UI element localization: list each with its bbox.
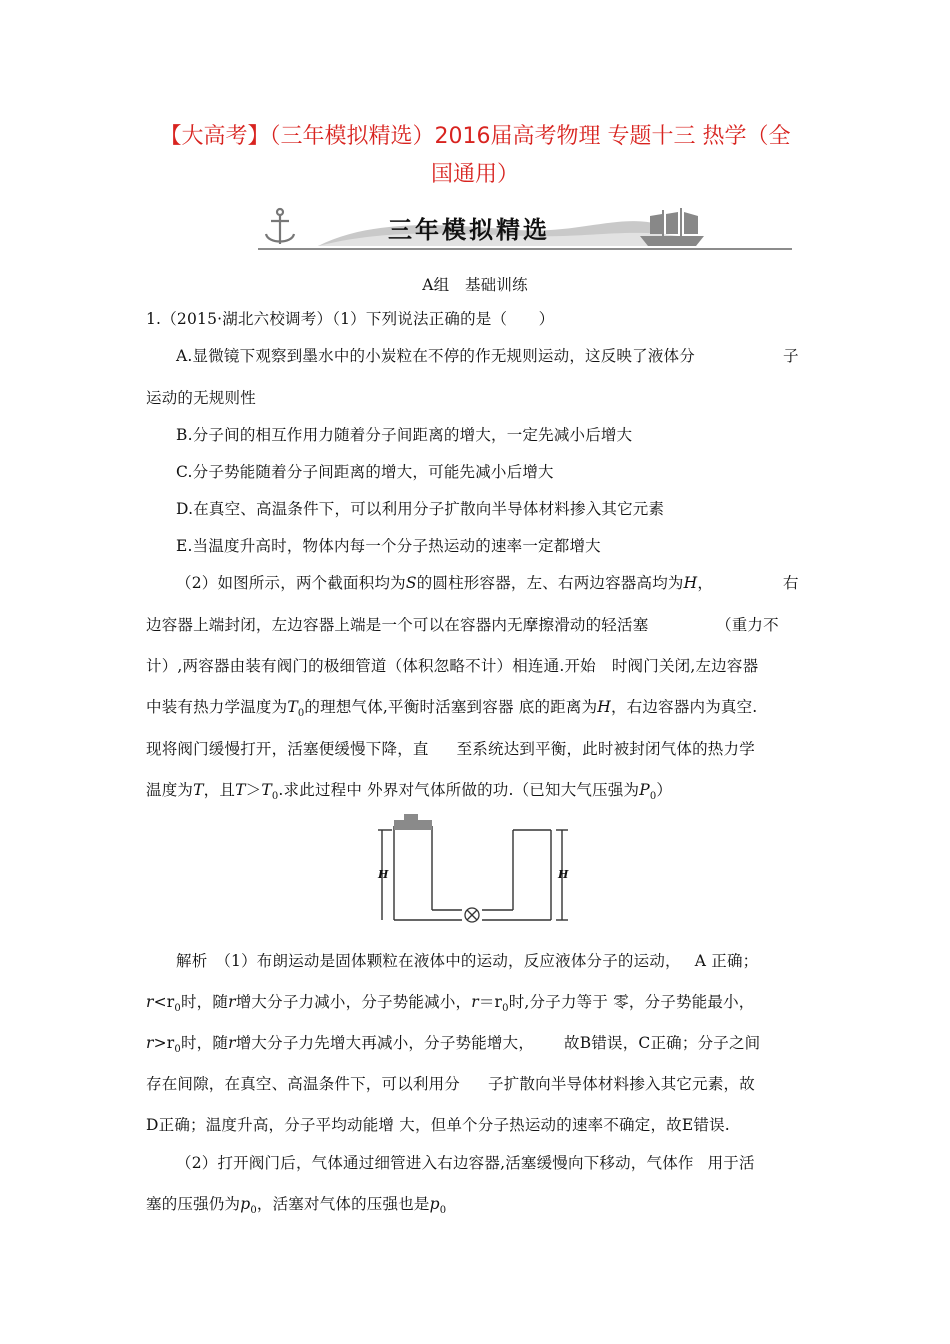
option-e: E.当温度升高时，物体内每一个分子热运动的速率一定都增大 — [176, 537, 601, 555]
valve-icon — [465, 908, 479, 922]
question-stem: 1.（2015·湖北六校调考）（1）下列说法正确的是（ ） — [146, 310, 555, 328]
container-diagram — [372, 812, 582, 924]
section-banner — [258, 206, 792, 254]
option-a-tail: 子 — [783, 347, 799, 365]
option-a: A.显微镜下观察到墨水中的小炭粒在不停的作无规则运动，这反映了液体分 — [176, 347, 695, 365]
solution-line-4: 存在间隙，在真空、高温条件下，可以利用分 子扩散向半导体材料掺入其它元素，故 — [146, 1075, 755, 1093]
part2-line-1: （2）如图所示，两个截面积均为S的圆柱形容器，左、右两边容器高均为H， — [176, 574, 714, 592]
solution-line-1: 解析 （1）布朗运动是固体颗粒在液体中的运动，反应液体分子的运动， A 正确； — [176, 952, 759, 970]
solution-line-7: 塞的压强仍为$p_0$，活塞对气体的压强也是$p_0$ — [146, 1195, 447, 1217]
part2-line-6: 温度为T，且$T>T_0$.求此过程中 外界对气体所做的功.（已知大气压强为$P_0$） — [146, 781, 673, 803]
solution-line-5: D正确；温度升高，分子平均动能增 大，但单个分子热运动的速率不确定，故E错误. — [146, 1116, 730, 1134]
part2-line-5: 现将阀门缓慢打开，活塞便缓慢下降，直 至系统达到平衡，此时被封闭气体的热力学 — [146, 740, 755, 758]
option-d: D.在真空、高温条件下，可以利用分子扩散向半导体材料掺入其它元素 — [176, 500, 665, 518]
solution-line-6: （2）打开阀门后，气体通过细管进入右边容器,活塞缓慢向下移动，气体作 用于活 — [176, 1154, 755, 1172]
solution-line-2: $r<r_0$时，随r增大分子力减小，分子势能减小，$r=r_0$时,分子力等于 零，分子势能最小， — [146, 993, 755, 1015]
piston — [394, 820, 432, 830]
option-b: B.分子间的相互作用力随着分子间距离的增大，一定先减小后增大 — [176, 426, 633, 444]
part2-line-3: 计）,两容器由装有阀门的极细管道（体积忽略不计）相连通.开始 时阀门关闭,左边容器 — [146, 657, 759, 675]
dimension-label-right: H — [558, 868, 569, 881]
solution-line-3: $r>r_0$时，随r增大分子力先增大再减小，分子势能增大， 故B错误，C正确；分子之间 — [146, 1034, 761, 1056]
dimension-label-left: H — [378, 868, 389, 881]
part2-line-4: 中装有热力学温度为$T_0$的理想气体,平衡时活塞到容器 底的距离为H，右边容器内为真空. — [146, 698, 758, 720]
part2-line-1-tail: 右 — [783, 574, 799, 592]
part2-line-2-tail: （重力不 — [716, 616, 779, 634]
anchor-icon — [266, 209, 294, 244]
option-c: C.分子势能随着分子间距离的增大，可能先减小后增大 — [176, 463, 554, 481]
title-line-2: 国通用） — [430, 162, 519, 187]
piston-handle — [404, 814, 418, 820]
section-heading: A组 基础训练 — [422, 276, 528, 294]
part2-line-2: 边容器上端封闭，左边容器上端是一个可以在容器内无摩擦滑动的轻活塞 — [146, 616, 649, 634]
banner-text: 三年模拟精选 — [388, 216, 550, 244]
document-title — [150, 118, 800, 194]
option-a-cont: 运动的无规则性 — [146, 389, 256, 407]
title-line-1: 【大高考】（三年模拟精选）2016届高考物理 专题十三 热学（全 — [159, 124, 791, 149]
